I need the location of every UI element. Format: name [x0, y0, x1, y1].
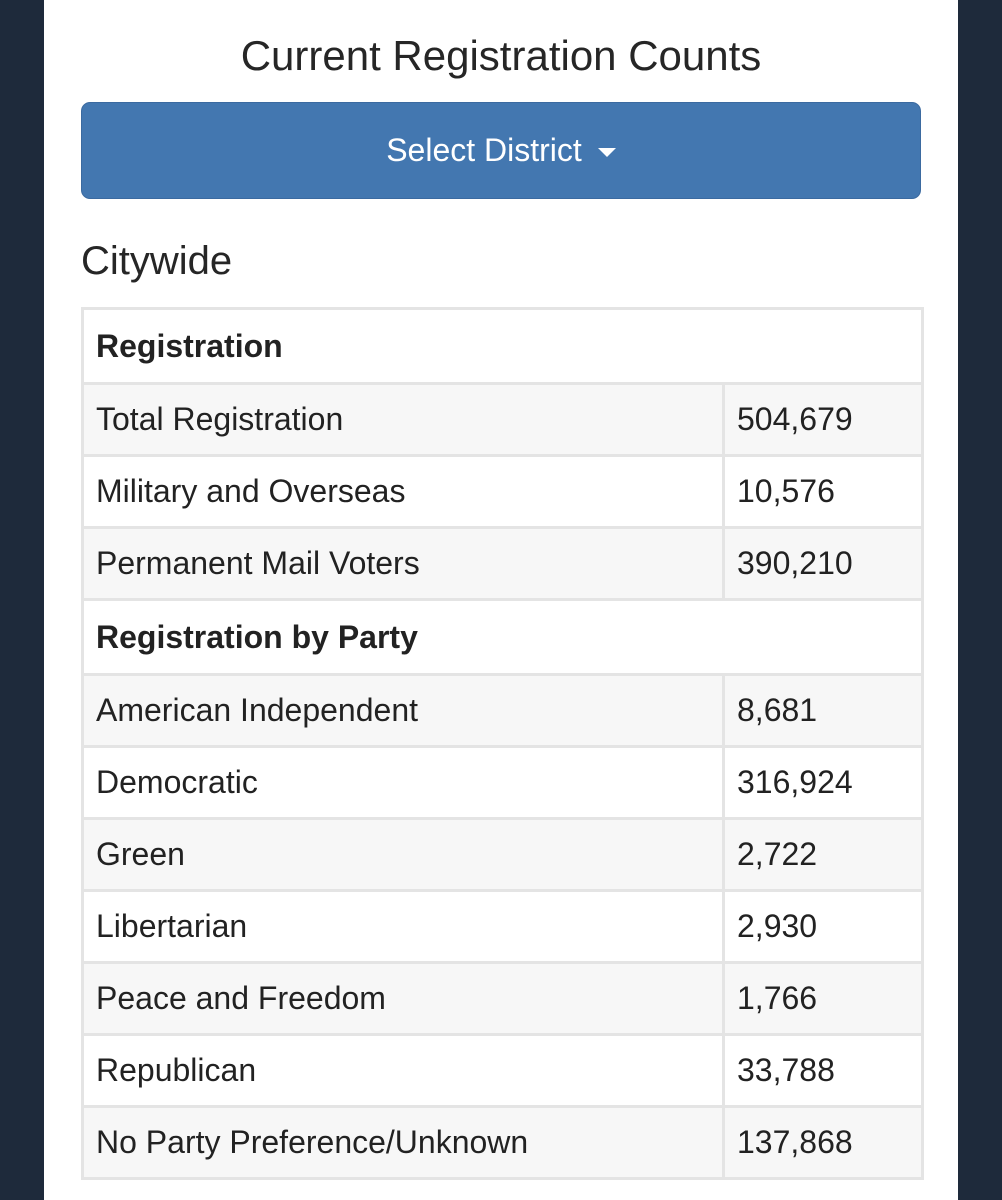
row-label: Republican: [83, 1035, 724, 1107]
page-container: [44, 0, 958, 1200]
table-row: [83, 456, 923, 528]
row-value: 137,868: [724, 1107, 923, 1179]
row-value: 33,788: [724, 1035, 923, 1107]
row-label: Permanent Mail Voters: [83, 528, 724, 600]
table-row: [83, 675, 923, 747]
registration-table: [81, 307, 924, 1180]
row-value: 2,930: [724, 891, 923, 963]
row-value: 1,766: [724, 963, 923, 1035]
row-value: 2,722: [724, 819, 923, 891]
table-row: [83, 1107, 923, 1179]
select-district-label: Select District: [386, 132, 582, 168]
row-label: No Party Preference/Unknown: [83, 1107, 724, 1179]
row-label: American Independent: [83, 675, 724, 747]
area-heading: Citywide: [81, 239, 233, 283]
row-value: 8,681: [724, 675, 923, 747]
table-row: [83, 528, 923, 600]
table-row: [83, 963, 923, 1035]
caret-down-icon: [598, 148, 616, 157]
row-value: 10,576: [724, 456, 923, 528]
row-value: 316,924: [724, 747, 923, 819]
row-label: Green: [83, 819, 724, 891]
row-value: 504,679: [724, 384, 923, 456]
row-label: Military and Overseas: [83, 456, 724, 528]
table-group-header: [83, 600, 923, 675]
group-heading-registration: Registration: [83, 309, 923, 384]
table-row: [83, 747, 923, 819]
table-row: [83, 1035, 923, 1107]
table-group-header: [83, 309, 923, 384]
table-row: [83, 819, 923, 891]
row-value: 390,210: [724, 528, 923, 600]
select-district-button[interactable]: [81, 102, 921, 199]
row-label: Peace and Freedom: [83, 963, 724, 1035]
row-label: Democratic: [83, 747, 724, 819]
group-heading-party: Registration by Party: [83, 600, 923, 675]
row-label: Total Registration: [83, 384, 724, 456]
page-title: Current Registration Counts: [240, 32, 762, 79]
row-label: Libertarian: [83, 891, 724, 963]
table-row: [83, 891, 923, 963]
table-row: [83, 384, 923, 456]
